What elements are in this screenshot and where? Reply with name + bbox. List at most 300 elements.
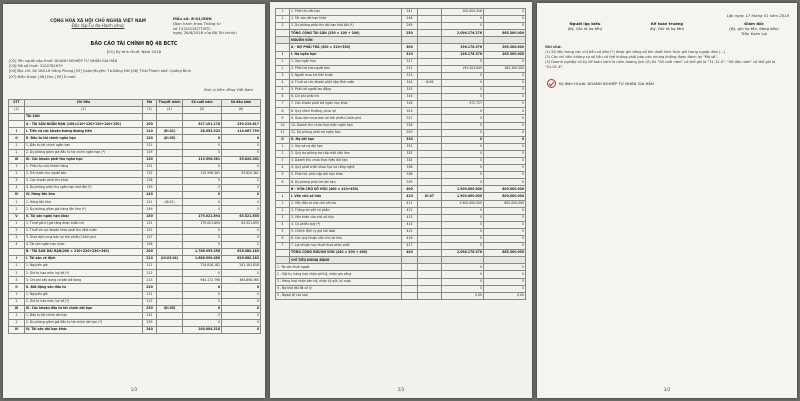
cell-stt: 5 (276, 87, 290, 94)
cell-end: 196.176.376 (442, 51, 484, 58)
cell-name: 3. Chi phí xây dựng cơ bản dở dang (25, 277, 143, 284)
table-row (276, 157, 526, 164)
cell-code: 250 (402, 30, 418, 37)
cell-code: 414 (402, 221, 418, 228)
table-row (9, 121, 261, 128)
cell-stt: 4 (9, 241, 25, 248)
table-row (276, 236, 526, 243)
cell-begin: 0 (222, 206, 261, 213)
cell-end: 0 (442, 157, 484, 164)
cell-begin: 0 (484, 136, 526, 143)
cell-begin: 265.300.000 (484, 51, 526, 58)
table-row (9, 156, 261, 163)
currency-unit: Đơn vị tiền: đồng Việt Nam (204, 88, 253, 92)
table-row (9, 128, 261, 135)
cell-begin: 0 (222, 270, 261, 277)
cell-note (418, 214, 442, 221)
cell-code: 318 (402, 101, 418, 108)
cell-end: 100.004.318 (442, 9, 484, 16)
cell-code: 411 (402, 200, 418, 207)
cell-stt: 4 (9, 185, 25, 192)
cell-end: 0 (183, 234, 222, 241)
table-row (276, 30, 526, 37)
table-row (276, 44, 526, 51)
cell-end: 0 (442, 243, 484, 250)
cell-begin: 0 (222, 298, 261, 305)
cell-begin: 0 (222, 284, 261, 291)
table-row (9, 178, 261, 185)
cell-code (402, 278, 418, 285)
cell-begin: 0 (484, 115, 526, 122)
cell-end: 0 (442, 207, 484, 214)
cell-note (157, 327, 183, 334)
cell-begin: 0 (484, 264, 526, 271)
cell-name: B - VỐN CHỦ SỞ HỮU (400 = 410+430) (290, 186, 402, 193)
cell-code: 338 (402, 172, 418, 179)
cell-stt: 3 (276, 157, 290, 164)
table-row (276, 271, 526, 278)
page-number: 1/3 (130, 387, 138, 392)
cell-end: 0 (442, 165, 484, 172)
cell-stt: 4 (276, 221, 290, 228)
cell-note (418, 243, 442, 250)
cell-begin: 0 (484, 214, 526, 221)
table-row (9, 163, 261, 170)
cell-code: 300 (402, 44, 418, 51)
cell-stt: 10 (276, 122, 290, 129)
liabilities-table-body (276, 44, 526, 257)
cell-begin: 865.300.000 (484, 30, 526, 37)
table-row (276, 51, 526, 58)
cell-begin: 626.080.183 (222, 256, 261, 263)
cell-end: 0 (442, 129, 484, 136)
table-row (9, 319, 261, 326)
cell-begin: 0 (222, 241, 261, 248)
cell-code: 120 (143, 135, 157, 142)
cell-end: 0 (442, 79, 484, 86)
cell-code: 210 (143, 256, 157, 263)
cell-stt: 1 (276, 58, 290, 65)
cell-begin: 0 (484, 207, 526, 214)
cell-end: 0 (442, 16, 484, 23)
cell-note (157, 263, 183, 270)
cell-code: 311 (402, 58, 418, 65)
cell-stt: II (9, 135, 25, 142)
cell-note (157, 142, 183, 149)
cell-end: 2.096.176.376 (442, 30, 484, 37)
table-row (9, 298, 261, 305)
cell-name: II. Bất động sản đầu tư (25, 284, 143, 291)
cell-begin: 0 (222, 163, 261, 170)
cell-code: 313 (402, 72, 418, 79)
table-row (276, 115, 526, 122)
cell-name: 4. Quỹ phát triển khoa học và công nghệ (290, 165, 402, 172)
cell-note (418, 23, 442, 30)
cell-name: 2. Dự phòng giảm giá đầu tư tài chính dài hạn (*) (25, 319, 143, 326)
cell-stt: 6 (276, 94, 290, 101)
report-period: [01] Kỳ tính thuế: Năm 2018 (106, 49, 162, 54)
cell-begin: 0 (484, 16, 526, 23)
cell-begin: 384.898.365 (222, 277, 261, 284)
cell-stt: 4 (276, 165, 290, 172)
cell-code: 110 (143, 128, 157, 135)
cell-end: 0 (442, 23, 484, 30)
cell-stt: 1 (276, 200, 290, 207)
cell-note: III.06 (418, 79, 442, 86)
table-row (9, 227, 261, 234)
cell-note (157, 192, 183, 199)
cell-stt: 2 (9, 206, 25, 213)
cell-code: 241 (402, 9, 418, 16)
cell-name: 9. Giao dịch mua bán lại trái phiếu Chính phủ (290, 115, 402, 122)
table-row (276, 200, 526, 207)
cell-end: 0 (442, 278, 484, 285)
cell-name: 5 - Ngoại tệ các loại (276, 292, 402, 299)
signature-chief-accountant: Kế toán trưởng (Ký, Ghi rõ họ tên) (649, 21, 685, 31)
table-row (276, 16, 526, 23)
table-row (9, 305, 261, 312)
table-header-row: STT Chỉ tiêu Mã Thuyết minh Số cuối năm Số đầu năm (9, 100, 261, 107)
cell-end: 1.900.000.000 (442, 200, 484, 207)
cell-name: 11. Dự phòng phải trả ngắn hạn (290, 129, 402, 136)
cell-name: 2. Trả trước cho người bán (25, 170, 143, 177)
cell-begin: 0 (484, 129, 526, 136)
cell-end: 0 (442, 221, 484, 228)
cell-name: 2. Dự phòng giảm giá đầu tư tài chính ngắn hạn (*) (25, 149, 143, 156)
table-row (9, 135, 261, 142)
table-row (276, 122, 526, 129)
balance-sheet-liabilities-table (275, 8, 526, 300)
cell-note (418, 136, 442, 143)
offsheet-title-row: CHỈ TIÊU NGOÀI BẢNG (276, 257, 526, 264)
cell-end: 0 (183, 305, 222, 312)
cell-name: 1. Nguyên giá (25, 291, 143, 298)
cell-stt (9, 248, 25, 255)
cell-name: 10. Doanh thu chưa thực hiện ngắn hạn (290, 122, 402, 129)
cell-code (402, 271, 418, 278)
table-row (276, 186, 526, 193)
table-row (9, 291, 261, 298)
cell-end: 0 (183, 178, 222, 185)
cell-note: (III.02) (157, 199, 183, 206)
table-row (276, 264, 526, 271)
table-row (276, 108, 526, 115)
cell-stt: 1 (9, 291, 25, 298)
cell-stt (276, 30, 290, 37)
cell-code: 249 (402, 23, 418, 30)
cell-name: 6. Dự phòng phải trả dài hạn (290, 179, 402, 186)
cell-stt: 6 (276, 179, 290, 186)
cell-begin: 600.000.000 (484, 186, 526, 193)
cell-name: 1. Đầu tư tài chính dài hạn (25, 312, 143, 319)
cell-note (157, 319, 183, 326)
cell-stt: 2 (9, 270, 25, 277)
cell-note (157, 270, 183, 277)
cell-code: 312 (402, 65, 418, 72)
table-row (276, 143, 526, 150)
table-row (276, 65, 526, 72)
cell-name: 2. Thuế và các khoản khác phải thu Nhà nước (25, 227, 143, 234)
cell-note (157, 178, 183, 185)
cell-code: 331 (402, 143, 418, 150)
cell-name: III. Các khoản phải thu ngắn hạn (25, 156, 143, 163)
cell-stt: I (9, 256, 25, 263)
cell-begin: 0 (222, 178, 261, 185)
cell-code: 152 (143, 227, 157, 234)
page-number: 2/3 (397, 387, 405, 392)
cell-stt: 2 (9, 149, 25, 156)
cell-note (418, 179, 442, 186)
cell-name: 1. Vay ngắn hạn (290, 58, 402, 65)
cell-name: TỔNG CỘNG TÀI SẢN (250 = 100 + 200) (290, 30, 402, 37)
report-page-1 (3, 4, 265, 398)
page-number: 3/3 (663, 387, 671, 392)
signed-check-icon (547, 79, 556, 88)
section-row: TÀI SẢN (9, 114, 261, 121)
cell-name: 1- Tài sản thuê ngoài (276, 264, 402, 271)
table-row (276, 278, 526, 285)
cell-code: 334 (402, 157, 418, 164)
cell-code: 415 (402, 228, 418, 235)
cell-note (418, 200, 442, 207)
cell-end: 0 (183, 312, 222, 319)
cell-begin: 0 (484, 228, 526, 235)
table-row (9, 142, 261, 149)
cell-code: 412 (402, 207, 418, 214)
cell-stt: 1 (276, 9, 290, 16)
cell-end: 0,00 (442, 292, 484, 299)
cell-end: 0 (183, 163, 222, 170)
cell-end: 0 (183, 199, 222, 206)
cell-stt: 9 (276, 115, 290, 122)
cell-note: III.07 (418, 193, 442, 200)
cell-code: 248 (402, 16, 418, 23)
cell-begin: 55.620.361 (222, 156, 261, 163)
cell-note (418, 236, 442, 243)
cell-name: TỔNG CỘNG NGUỒN VỐN (440 = 300 + 400) (290, 250, 402, 257)
cell-name: 5. Phải trả, phải nộp dài hạn khác (290, 172, 402, 179)
cell-end: 1.900.000.000 (442, 193, 484, 200)
cell-stt: 1 (9, 142, 25, 149)
cell-code: 230 (143, 305, 157, 312)
cell-note (157, 149, 183, 156)
cell-name: 3. Dự phòng phải thu dài hạn khó đòi (*) (290, 23, 402, 30)
cell-stt: 2 (276, 207, 290, 214)
cell-begin: 0 (222, 291, 261, 298)
cell-end: 0 (183, 142, 222, 149)
table-row (276, 94, 526, 101)
cell-end: 2.096.176.376 (442, 250, 484, 257)
cell-end: 119.596.361 (183, 170, 222, 177)
cell-code: 310 (402, 51, 418, 58)
cell-name: 1. Phải thu dài hạn (290, 9, 402, 16)
cell-begin: 0 (222, 135, 261, 142)
cell-begin: 0 (484, 79, 526, 86)
cell-begin: 0 (222, 305, 261, 312)
cell-note (418, 186, 442, 193)
report-date: Lập ngày 17 tháng 01 năm 2018 (726, 13, 789, 18)
cell-name: 1. Đầu tư tài chính ngắn hạn (25, 142, 143, 149)
cell-note (157, 206, 183, 213)
cell-note (157, 234, 183, 241)
table-row (9, 234, 261, 241)
cell-name: 6. Chi phí phải trả (290, 94, 402, 101)
cell-name: 1. Hàng tồn kho (25, 199, 143, 206)
cell-stt: 3 (276, 23, 290, 30)
cell-name: 7. Các khoản phải trả ngắn hạn khác (290, 101, 402, 108)
table-row (276, 58, 526, 65)
cell-note (157, 277, 183, 284)
cell-name: 2. Thặng dư vốn cổ phần (290, 207, 402, 214)
cell-code: 150 (143, 213, 157, 220)
cell-stt: 3 (9, 178, 25, 185)
cell-note (157, 284, 183, 291)
cell-name: 6. Các quỹ thuộc vốn chủ sở hữu (290, 236, 402, 243)
table-row (9, 241, 261, 248)
cell-stt: 7 (276, 243, 290, 250)
cell-note (418, 101, 442, 108)
cell-end: 179.021.894 (183, 220, 222, 227)
cell-note (418, 30, 442, 37)
national-header: CỘNG HÒA XÃ HỘI CHỦ NGHĨA VIỆT NAM Độc lập-Tự do-Hạnh phúc (50, 18, 146, 29)
table-row (276, 243, 526, 250)
cell-code: 158 (143, 241, 157, 248)
cell-code: 440 (402, 250, 418, 257)
table-row (276, 207, 526, 214)
table-column-number-row: (1) (2) (3) (4) (5) (6) (9, 107, 261, 114)
cell-note (157, 220, 183, 227)
cell-stt: 2 (9, 227, 25, 234)
cell-begin: 0 (484, 165, 526, 172)
cell-note: (III.05) (157, 135, 183, 142)
cell-begin: 0 (222, 149, 261, 156)
cell-begin: 0 (222, 227, 261, 234)
table-row (276, 250, 526, 257)
cell-stt: I (276, 51, 290, 58)
cell-stt: IV (9, 192, 25, 199)
cell-stt: II (276, 136, 290, 143)
cell-note (157, 213, 183, 220)
cell-code: 121 (143, 142, 157, 149)
cell-code (402, 264, 418, 271)
cell-stt: II (9, 284, 25, 291)
cell-code: 220 (143, 284, 157, 291)
cell-name: 8. Quỹ khen thưởng, phúc lợi (290, 108, 402, 115)
cell-stt: 5 (276, 172, 290, 179)
table-row (276, 193, 526, 200)
cell-code: 149 (143, 206, 157, 213)
cell-note (157, 185, 183, 192)
cell-code: 139 (143, 185, 157, 192)
cell-code: 200 (143, 248, 157, 255)
cell-end: 0 (183, 291, 222, 298)
cell-note: (III.01) (157, 128, 183, 135)
cell-end: 119.596.361 (183, 156, 222, 163)
cell-note (157, 121, 183, 128)
cell-code: 140 (143, 192, 157, 199)
table-row (276, 285, 526, 292)
cell-stt: 3 (276, 72, 290, 79)
cell-code: 316 (402, 94, 418, 101)
cell-stt: 6 (276, 236, 290, 243)
cell-code: 327 (402, 115, 418, 122)
table-row (9, 149, 261, 156)
cell-code: 138 (143, 178, 157, 185)
cell-name: 1. Vốn đầu tư của chủ sở hữu (290, 200, 402, 207)
cell-name: 2. Quỹ dự phòng trợ cấp mất việc làm (290, 150, 402, 157)
cell-stt: IV (9, 327, 25, 334)
cell-code: 410 (402, 193, 418, 200)
cell-stt: III (9, 305, 25, 312)
cell-end: 0 (442, 236, 484, 243)
cell-end: 0 (442, 179, 484, 186)
cell-stt: III (9, 156, 25, 163)
cell-name: 3 - Hàng hoá nhận bán hộ, nhận ký gửi, ký cược (276, 278, 402, 285)
cell-name: 4. Thuế và các khoản phải nộp Nhà nước (290, 79, 402, 86)
cell-begin: 0 (484, 278, 526, 285)
cell-code: 339 (402, 179, 418, 186)
cell-begin: 265.300.000 (484, 44, 526, 51)
cell-code: 329 (402, 129, 418, 136)
cell-end: 0 (183, 149, 222, 156)
cell-begin: 0 (484, 87, 526, 94)
cell-stt (276, 186, 290, 193)
cell-end: 179.021.894 (183, 213, 222, 220)
cell-code: 330 (402, 136, 418, 143)
cell-begin: 865.300.000 (484, 250, 526, 257)
cell-name: B - TÀI SẢN DÀI HẠN(200 = 210+220+230+240) (25, 248, 143, 255)
cell-stt: 1 (9, 163, 25, 170)
cell-end: 0 (442, 136, 484, 143)
cell-begin: 0 (484, 221, 526, 228)
cell-name: 7. Lợi nhuận sau thuế chưa phân phối (290, 243, 402, 250)
cell-begin: 0 (484, 243, 526, 250)
cell-stt: 7 (276, 101, 290, 108)
cell-note (157, 248, 183, 255)
cell-name: 3. Giao dịch mua bán lại trái phiếu Chính phủ (25, 234, 143, 241)
cell-note (418, 87, 442, 94)
cell-stt: I (9, 128, 25, 135)
cell-begin: 0 (484, 271, 526, 278)
cell-code: 315 (402, 87, 418, 94)
cell-end: 0 (442, 115, 484, 122)
cell-note (418, 122, 442, 129)
cell-note (157, 312, 183, 319)
cell-stt: 2 (276, 16, 290, 23)
cell-end: 327.101.178 (183, 121, 222, 128)
cell-stt: 1 (9, 220, 25, 227)
cell-begin: 600.000.000 (484, 193, 526, 200)
cell-code: 323 (402, 108, 418, 115)
table-row (276, 79, 526, 86)
cell-code: 213 (143, 277, 157, 284)
cell-code: 336 (402, 165, 418, 172)
cell-code: 129 (143, 149, 157, 156)
cell-stt: 2 (276, 150, 290, 157)
cell-end: 1.768.995.256 (183, 248, 222, 255)
cell-code: 211 (143, 263, 157, 270)
cell-code: 130 (143, 156, 157, 163)
table-row (276, 172, 526, 179)
table-row (276, 72, 526, 79)
cell-name: I. Nợ ngắn hạn (290, 51, 402, 58)
cell-code: 221 (143, 291, 157, 298)
table-row (276, 228, 526, 235)
table-row (9, 213, 261, 220)
table-row (276, 179, 526, 186)
assets-table-body (9, 121, 261, 334)
cell-end: 0 (183, 192, 222, 199)
